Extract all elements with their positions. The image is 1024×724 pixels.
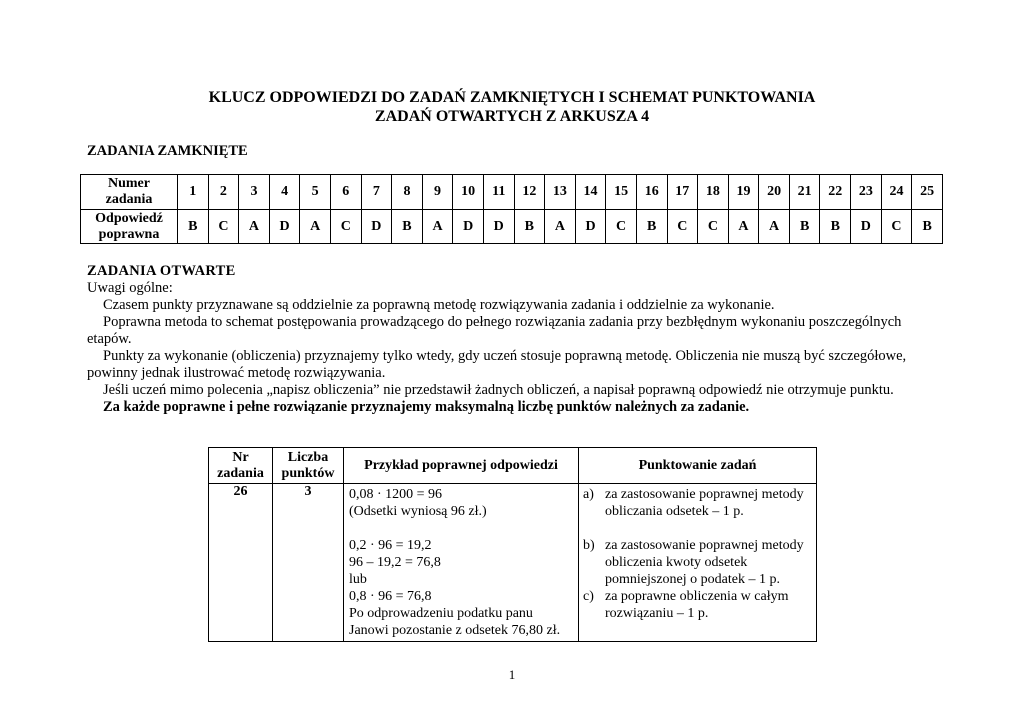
general-notes: [87, 280, 927, 416]
answer-cell: C: [330, 210, 361, 244]
answer-cell: D: [575, 210, 606, 244]
scoring-item-label: b): [583, 538, 595, 553]
page-number: 1: [508, 667, 516, 682]
scoring-item-text: za zastosowanie poprawnej metody obliczania odsetek – 1 p.: [605, 487, 804, 519]
document-title: [0, 88, 1024, 126]
answer-cell: A: [728, 210, 759, 244]
note-2: Poprawna metoda to schemat postępowania prowadzącego do pełnego rozwiązania zadania przy bezbłędnym wykonaniu poszczególnych etapów.: [87, 314, 902, 347]
example-line: 0,08 · 1200 = 96: [349, 487, 443, 502]
answer-cell: C: [698, 210, 729, 244]
note-4: Jeśli uczeń mimo polecenia „napisz obliczenia” nie przedstawił żadnych obliczeń, a napisał poprawną odpowiedź nie otrzymuje punktu.: [103, 382, 894, 398]
task-number-cell: 8: [392, 175, 423, 210]
general-notes-label: Uwagi ogólne:: [87, 280, 173, 296]
answer-cell: D: [453, 210, 484, 244]
example-line: (Odsetki wyniosą 96 zł.): [349, 504, 487, 519]
answer-cell: A: [545, 210, 576, 244]
task-number-row: [81, 175, 943, 210]
answer-cell: B: [912, 210, 943, 244]
scoring-spacer: [583, 520, 812, 537]
col-points: [273, 448, 344, 484]
answer-cell: B: [789, 210, 820, 244]
col-scoring: Punktowanie zadań: [579, 448, 817, 484]
col-task-number-line2: zadania: [217, 465, 264, 481]
task-number-cell: 4: [269, 175, 300, 210]
task-number-cell: 17: [667, 175, 698, 210]
task-number-cell: 9: [422, 175, 453, 210]
answer-cell: B: [514, 210, 545, 244]
task-number-cell: 13: [545, 175, 576, 210]
title-line-2: ZADAŃ OTWARTYCH Z ARKUSZA 4: [374, 108, 650, 125]
note-3: Punkty za wykonanie (obliczenia) przyznajemy tylko wtedy, gdy uczeń stosuje poprawną metodę. Obliczenia nie muszą być szczegółowe, powinny jednak ilustrować metodę rozwiązywania.: [87, 348, 907, 381]
scoring-item-b: [583, 537, 812, 588]
task-number-cell: 6: [330, 175, 361, 210]
answer-cell: B: [178, 210, 209, 244]
example-line: 0,2 · 96 = 19,2: [349, 538, 432, 553]
answer-row: [81, 210, 943, 244]
answer-cell: C: [667, 210, 698, 244]
scoring-item-c: [583, 588, 812, 622]
example-line: Po odprowadzeniu podatku panu: [349, 606, 533, 621]
task-number-header: [81, 175, 178, 210]
example-spacer: [349, 520, 573, 537]
answer-cell: A: [422, 210, 453, 244]
note-5: Za każde poprawne i pełne rozwiązanie przyznajemy maksymalną liczbę punktów należnych za zadanie.: [103, 399, 750, 415]
task-number-cell: 14: [575, 175, 606, 210]
answer-cell: D: [361, 210, 392, 244]
scoring-item-label: a): [583, 487, 594, 502]
scoring-item-text: za zastosowanie poprawnej metody obliczenia kwoty odsetek pomniejszonej o podatek – 1 p.: [605, 538, 804, 587]
scoring-item-text: za poprawne obliczenia w całym rozwiązaniu – 1 p.: [605, 589, 789, 621]
task-number-cell: 3: [239, 175, 270, 210]
note-1: Czasem punkty przyznawane są oddzielnie za poprawną metodę rozwiązywania zadania i oddzielnie za wykonanie.: [103, 297, 775, 313]
answer-cell: D: [483, 210, 514, 244]
answer-header-line2: poprawna: [98, 226, 160, 242]
task-number-cell: 16: [636, 175, 667, 210]
answer-cell: B: [636, 210, 667, 244]
task-number-cell: 21: [789, 175, 820, 210]
example-line: lub: [349, 572, 367, 587]
col-task-number: [209, 448, 273, 484]
task-number-cell: 22: [820, 175, 851, 210]
answer-cell: C: [208, 210, 239, 244]
answer-cell: A: [239, 210, 270, 244]
scoring-table-header: [209, 448, 817, 484]
task-number-cell: 20: [759, 175, 790, 210]
open-tasks-heading: ZADANIA OTWARTE: [87, 263, 236, 279]
answer-cell: C: [606, 210, 637, 244]
answer-cell: C: [881, 210, 912, 244]
task-number-cell: 11: [483, 175, 514, 210]
answer-cell: D: [269, 210, 300, 244]
task-number-header-line1: Numer: [108, 176, 150, 191]
answer-header-line1: Odpowiedź: [95, 210, 163, 226]
answer-cell: D: [851, 210, 882, 244]
answer-header: [81, 210, 178, 244]
closed-answers-table: [80, 174, 943, 244]
answer-cell: B: [392, 210, 423, 244]
col-example-answer: Przykład poprawnej odpowiedzi: [344, 448, 579, 484]
answer-cell: B: [820, 210, 851, 244]
scoring-item-label: c): [583, 589, 594, 604]
col-task-number-line1: Nr: [232, 449, 249, 465]
task-number-cell: 1: [178, 175, 209, 210]
task-number-cell: 26: [209, 484, 273, 642]
task-number-cell: 2: [208, 175, 239, 210]
col-points-line1: Liczba: [287, 449, 329, 465]
example-line: 96 – 19,2 = 76,8: [349, 555, 441, 570]
example-line: 0,8 · 96 = 76,8: [349, 589, 432, 604]
scoring-table-row: [209, 484, 817, 642]
closed-tasks-heading: ZADANIA ZAMKNIĘTE: [87, 143, 248, 159]
title-line-1: KLUCZ ODPOWIEDZI DO ZADAŃ ZAMKNIĘTYCH I SCHEMAT PUNKTOWANIA: [208, 89, 816, 106]
example-answer-cell: [344, 484, 579, 642]
task-number-cell: 12: [514, 175, 545, 210]
task-number-cell: 24: [881, 175, 912, 210]
task-number-cell: 10: [453, 175, 484, 210]
task-number-cell: 5: [300, 175, 331, 210]
task-number-cell: 18: [698, 175, 729, 210]
scoring-item-a: [583, 486, 812, 520]
task-number-cell: 25: [912, 175, 943, 210]
scoring-table: [208, 447, 817, 642]
task-number-cell: 19: [728, 175, 759, 210]
task-number-cell: 23: [851, 175, 882, 210]
answer-cell: A: [759, 210, 790, 244]
col-points-line2: punktów: [281, 465, 335, 481]
points-cell: 3: [273, 484, 344, 642]
task-number-cell: 7: [361, 175, 392, 210]
answer-cell: A: [300, 210, 331, 244]
task-number-cell: 15: [606, 175, 637, 210]
example-line: Janowi pozostanie z odsetek 76,80 zł.: [349, 623, 561, 638]
scoring-cell: [579, 484, 817, 642]
task-number-header-line2: zadania: [105, 192, 153, 207]
